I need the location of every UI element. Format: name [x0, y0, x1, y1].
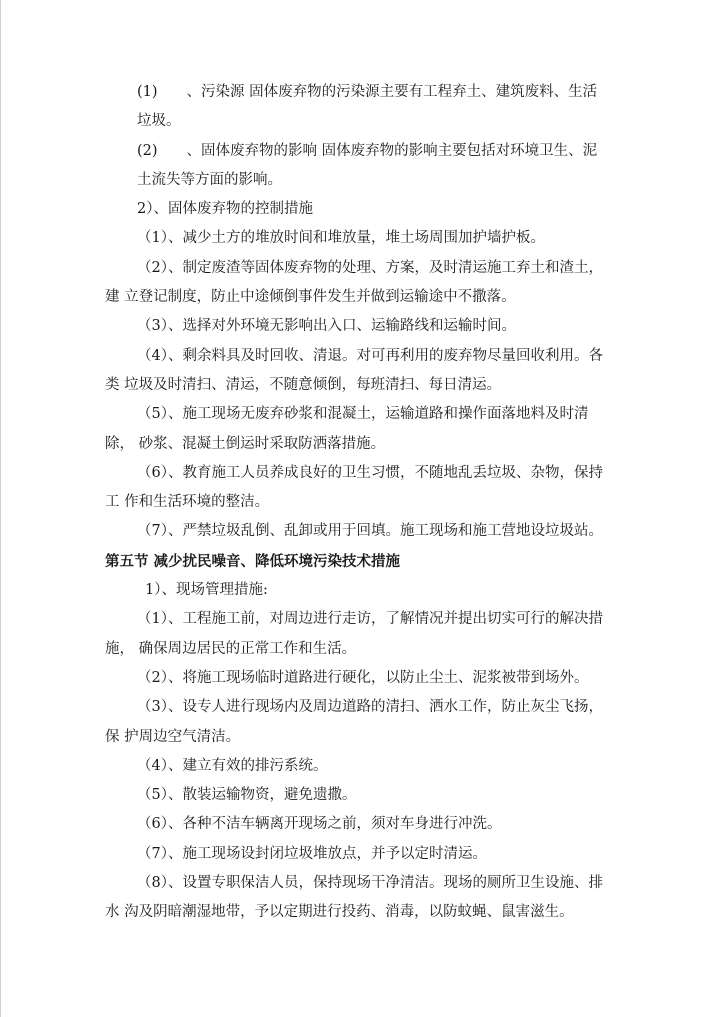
text-line: 2）、固体废弃物的控制措施	[137, 201, 313, 218]
text-line: 类 垃圾及时清扫、清运，不随意倾倒，每班清扫、每日清运。	[105, 376, 502, 393]
text-line: (1) 、污染源 固体废弃物的污染源主要有工程弃土、建筑废料、生活	[137, 84, 598, 100]
text-line: 建 立登记制度，防止中途倾倒事件发生并做到运输途中不撒落。	[105, 289, 516, 306]
text-line: （3）、设专人进行现场内及周边道路的清扫、洒水工作，防止灰尘飞扬，	[137, 699, 603, 716]
text-line: （4）、建立有效的排污系统。	[137, 757, 328, 774]
text-line: （6）、教育施工人员养成良好的卫生习惯，不随地乱丢垃圾、杂物，保持	[137, 464, 603, 481]
text-line: （5）、散装运输物资，避免遗撒。	[137, 787, 357, 804]
text-line: （1）、减少土方的堆放时间和堆放量，堆土场周围加护墙护板。	[137, 230, 545, 247]
text-line: 垃圾。	[137, 113, 181, 130]
text-line: （3）、选择对外环境无影响出入口、运输路线和运输时间。	[137, 318, 516, 335]
section-heading: 第五节 减少扰民噪音、降低环境污染技术措施	[105, 552, 401, 570]
text-line: （7）、施工现场设封闭垃圾堆放点，并予以定时清运。	[137, 845, 487, 862]
text-line: （5）、施工现场无废弃砂浆和混凝土，运输道路和操作面落地料及时清	[137, 406, 589, 423]
document-body	[105, 78, 617, 928]
text-line: （7）、严禁垃圾乱倒、乱卸或用于回填。施工现场和施工营地设垃圾站。	[137, 523, 603, 540]
page-edge	[0, 0, 1, 1017]
text-line: （4）、剩余料具及时回收、清退。对可再利用的废弃物尽量回收利用。各	[137, 347, 603, 364]
text-line: 施， 确保周边居民的正常工作和生活。	[105, 640, 357, 657]
text-line: 水 沟及阴暗潮湿地带，予以定期进行投药、消毒，以防蚊蝇、鼠害滋生。	[105, 904, 574, 921]
text-line: （8）、设置专职保洁人员，保持现场干净清洁。现场的厕所卫生设施、排	[137, 875, 603, 892]
text-line: （2）、制定废渣等固体废弃物的处理、方案，及时清运施工弃土和渣土，	[137, 259, 603, 276]
text-line: （1）、工程施工前，对周边进行走访，了解情况并提出切实可行的解决措	[137, 611, 603, 628]
text-line: 保 护周边空气清洁。	[105, 728, 241, 745]
text-line: （2）、将施工现场临时道路进行硬化，以防止尘土、泥浆被带到场外。	[137, 669, 589, 686]
text-line: 工 作和生活环境的整洁。	[105, 494, 270, 511]
text-line: 1）、现场管理措施:	[145, 582, 268, 599]
text-line: 除， 砂浆、混凝土倒运时采取防洒落措施。	[105, 435, 386, 452]
text-line: （6）、各种不洁车辆离开现场之前，须对车身进行冲洗。	[137, 816, 502, 833]
text-line: 土流失等方面的影响。	[137, 171, 282, 188]
text-line: (2) 、固体废弃物的影响 固体废弃物的影响主要包括对环境卫生、泥	[137, 142, 598, 159]
